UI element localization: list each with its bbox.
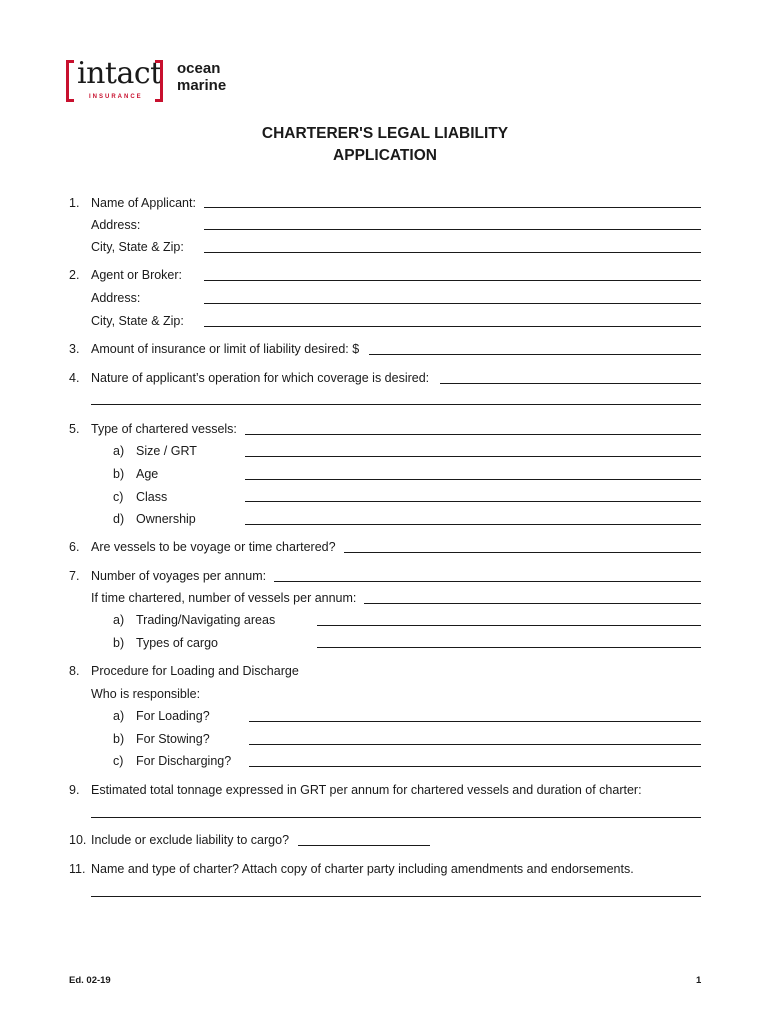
q7-number: 7. [69, 569, 80, 583]
q7-sub-label: If time chartered, number of vessels per annum: [91, 591, 357, 605]
q5-item-label: Size / GRT [136, 444, 197, 458]
q1-city-label: City, State & Zip: [91, 240, 184, 254]
q5-item-letter: c) [113, 490, 124, 504]
q7-item-label: Trading/Navigating areas [136, 613, 276, 627]
q3-label: Amount of insurance or limit of liability desired: $ [91, 342, 360, 356]
agent-name-field[interactable] [204, 280, 701, 281]
q8-item-label: For Stowing? [136, 732, 210, 746]
insurance-amount-field[interactable] [369, 354, 701, 355]
q2-city-label: City, State & Zip: [91, 314, 184, 328]
q5-number: 5. [69, 422, 80, 436]
applicant-address-field[interactable] [204, 229, 701, 230]
q4-number: 4. [69, 371, 80, 385]
q11-number: 11. [69, 862, 86, 876]
q5-label: Type of chartered vessels: [91, 422, 237, 436]
loading-responsible-field[interactable] [249, 721, 701, 722]
q6-label: Are vessels to be voyage or time chartered? [91, 540, 336, 554]
q5-item-label: Age [136, 467, 159, 481]
q3-number: 3. [69, 342, 80, 356]
q9-label: Estimated total tonnage expressed in GRT per annum for chartered vessels and duration of charter: [91, 783, 642, 797]
q5-item-letter: b) [113, 467, 125, 481]
q5-item-letter: a) [113, 444, 125, 458]
agent-address-field[interactable] [204, 303, 701, 304]
q5-item-letter: d) [113, 512, 125, 526]
q8-item-letter: a) [113, 709, 125, 723]
q9-number: 9. [69, 783, 80, 797]
logo-division-line2: marine [177, 77, 227, 94]
q2-number: 2. [69, 268, 80, 282]
q8-label: Procedure for Loading and Discharge [91, 664, 299, 678]
q10-number: 10. [69, 833, 87, 847]
stowing-responsible-field[interactable] [249, 744, 701, 745]
q8-item-letter: b) [113, 732, 125, 746]
q11-label: Name and type of charter? Attach copy of charter party including amendments and endorsements. [91, 862, 634, 876]
page-title-line1: CHARTERER'S LEGAL LIABILITY [261, 125, 509, 142]
edition-label: Ed. 02-19 [69, 975, 111, 986]
logo-division [177, 60, 226, 94]
q1-address-label: Address: [91, 218, 141, 232]
q8-sub-label: Who is responsible: [91, 687, 201, 701]
q6-number: 6. [69, 540, 80, 554]
q8-item-label: For Discharging? [136, 754, 232, 768]
q8-number: 8. [69, 664, 80, 678]
operation-nature-field[interactable] [440, 383, 701, 384]
vessels-per-annum-field[interactable] [364, 603, 701, 604]
charter-details-field[interactable] [91, 896, 701, 897]
operation-nature-field-line2[interactable] [91, 404, 701, 405]
applicant-name-field[interactable] [204, 207, 701, 208]
logo-right-bracket [155, 60, 163, 102]
q4-label: Nature of applicant’s operation for which coverage is desired: [91, 371, 430, 385]
logo-wordmark: intact [77, 56, 162, 91]
tonnage-duration-field[interactable] [91, 817, 701, 818]
page-number: 1 [696, 975, 702, 986]
vessel-ownership-field[interactable] [245, 524, 701, 525]
vessel-size-field[interactable] [245, 456, 701, 457]
q8-item-label: For Loading? [136, 709, 210, 723]
q1-label: Name of Applicant: [91, 196, 196, 210]
discharging-responsible-field[interactable] [249, 766, 701, 767]
q8-item-letter: c) [113, 754, 124, 768]
trading-areas-field[interactable] [317, 625, 701, 626]
charter-type-field[interactable] [344, 552, 701, 553]
vessel-age-field[interactable] [245, 479, 701, 480]
logo-subtitle: INSURANCE [89, 94, 143, 100]
q5-item-label: Ownership [136, 512, 196, 526]
applicant-city-field[interactable] [204, 252, 701, 253]
logo-division-line1: ocean [177, 60, 221, 77]
q10-label: Include or exclude liability to cargo? [91, 833, 290, 847]
q1-number: 1. [69, 196, 80, 210]
q7-item-letter: a) [113, 613, 125, 627]
intact-ocean-marine-logo [66, 56, 246, 110]
cargo-types-field[interactable] [317, 647, 701, 648]
q2-address-label: Address: [91, 291, 141, 305]
logo-left-bracket [66, 60, 74, 102]
q2-label: Agent or Broker: [91, 268, 183, 282]
voyages-per-annum-field[interactable] [274, 581, 701, 582]
cargo-liability-field[interactable] [298, 845, 430, 846]
q7-item-letter: b) [113, 636, 125, 650]
page-title-line2: APPLICATION [333, 147, 437, 164]
q5-item-label: Class [136, 490, 168, 504]
vessel-type-field[interactable] [245, 434, 701, 435]
q7-item-label: Types of cargo [136, 636, 218, 650]
agent-city-field[interactable] [204, 326, 701, 327]
q7-label: Number of voyages per annum: [91, 569, 267, 583]
vessel-class-field[interactable] [245, 501, 701, 502]
